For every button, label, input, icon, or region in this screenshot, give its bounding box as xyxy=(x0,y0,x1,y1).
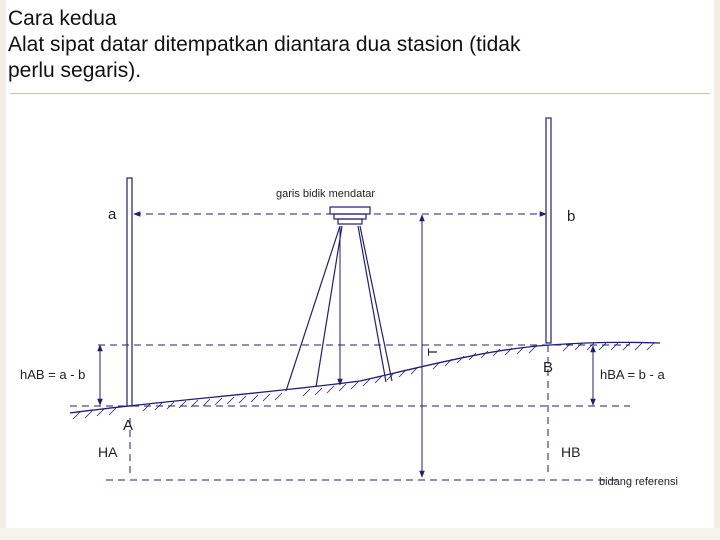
level-instrument xyxy=(330,207,370,224)
instrument-height-label: T xyxy=(425,348,440,356)
leveling-diagram xyxy=(10,113,707,493)
ground-hatching xyxy=(73,343,654,419)
leveling-diagram-svg xyxy=(10,113,707,493)
slide-text-block xyxy=(8,6,708,84)
station-b-label: B xyxy=(543,359,554,376)
elevation-a-label: HA xyxy=(98,444,118,460)
rod-b xyxy=(546,118,551,343)
tripod xyxy=(286,226,392,391)
slide-bottom-band xyxy=(0,528,720,540)
slide-left-border xyxy=(0,0,6,540)
title-divider xyxy=(10,93,710,94)
elevation-b-label: HB xyxy=(561,444,581,460)
rod-a xyxy=(127,178,132,406)
slide-right-border xyxy=(714,0,720,540)
slide-heading: Cara kedua xyxy=(8,7,117,30)
sight-line-label: garis bidik mendatar xyxy=(276,188,376,200)
rod-a-reading-label: a xyxy=(108,206,117,223)
rod-b-reading-label: b xyxy=(567,208,576,225)
height-diff-ab-label: hAB = a - b xyxy=(20,367,86,382)
station-a-label: A xyxy=(123,417,134,434)
slide-body-line-1: Alat sipat datar ditempatkan diantara dua stasion (tidak xyxy=(8,33,521,56)
datum-label: bidang referensi xyxy=(599,476,678,488)
ground-profile xyxy=(70,342,660,413)
height-diff-ba-label: hBA = b - a xyxy=(600,367,665,382)
slide-body-line-2: perlu segaris). xyxy=(8,59,142,82)
